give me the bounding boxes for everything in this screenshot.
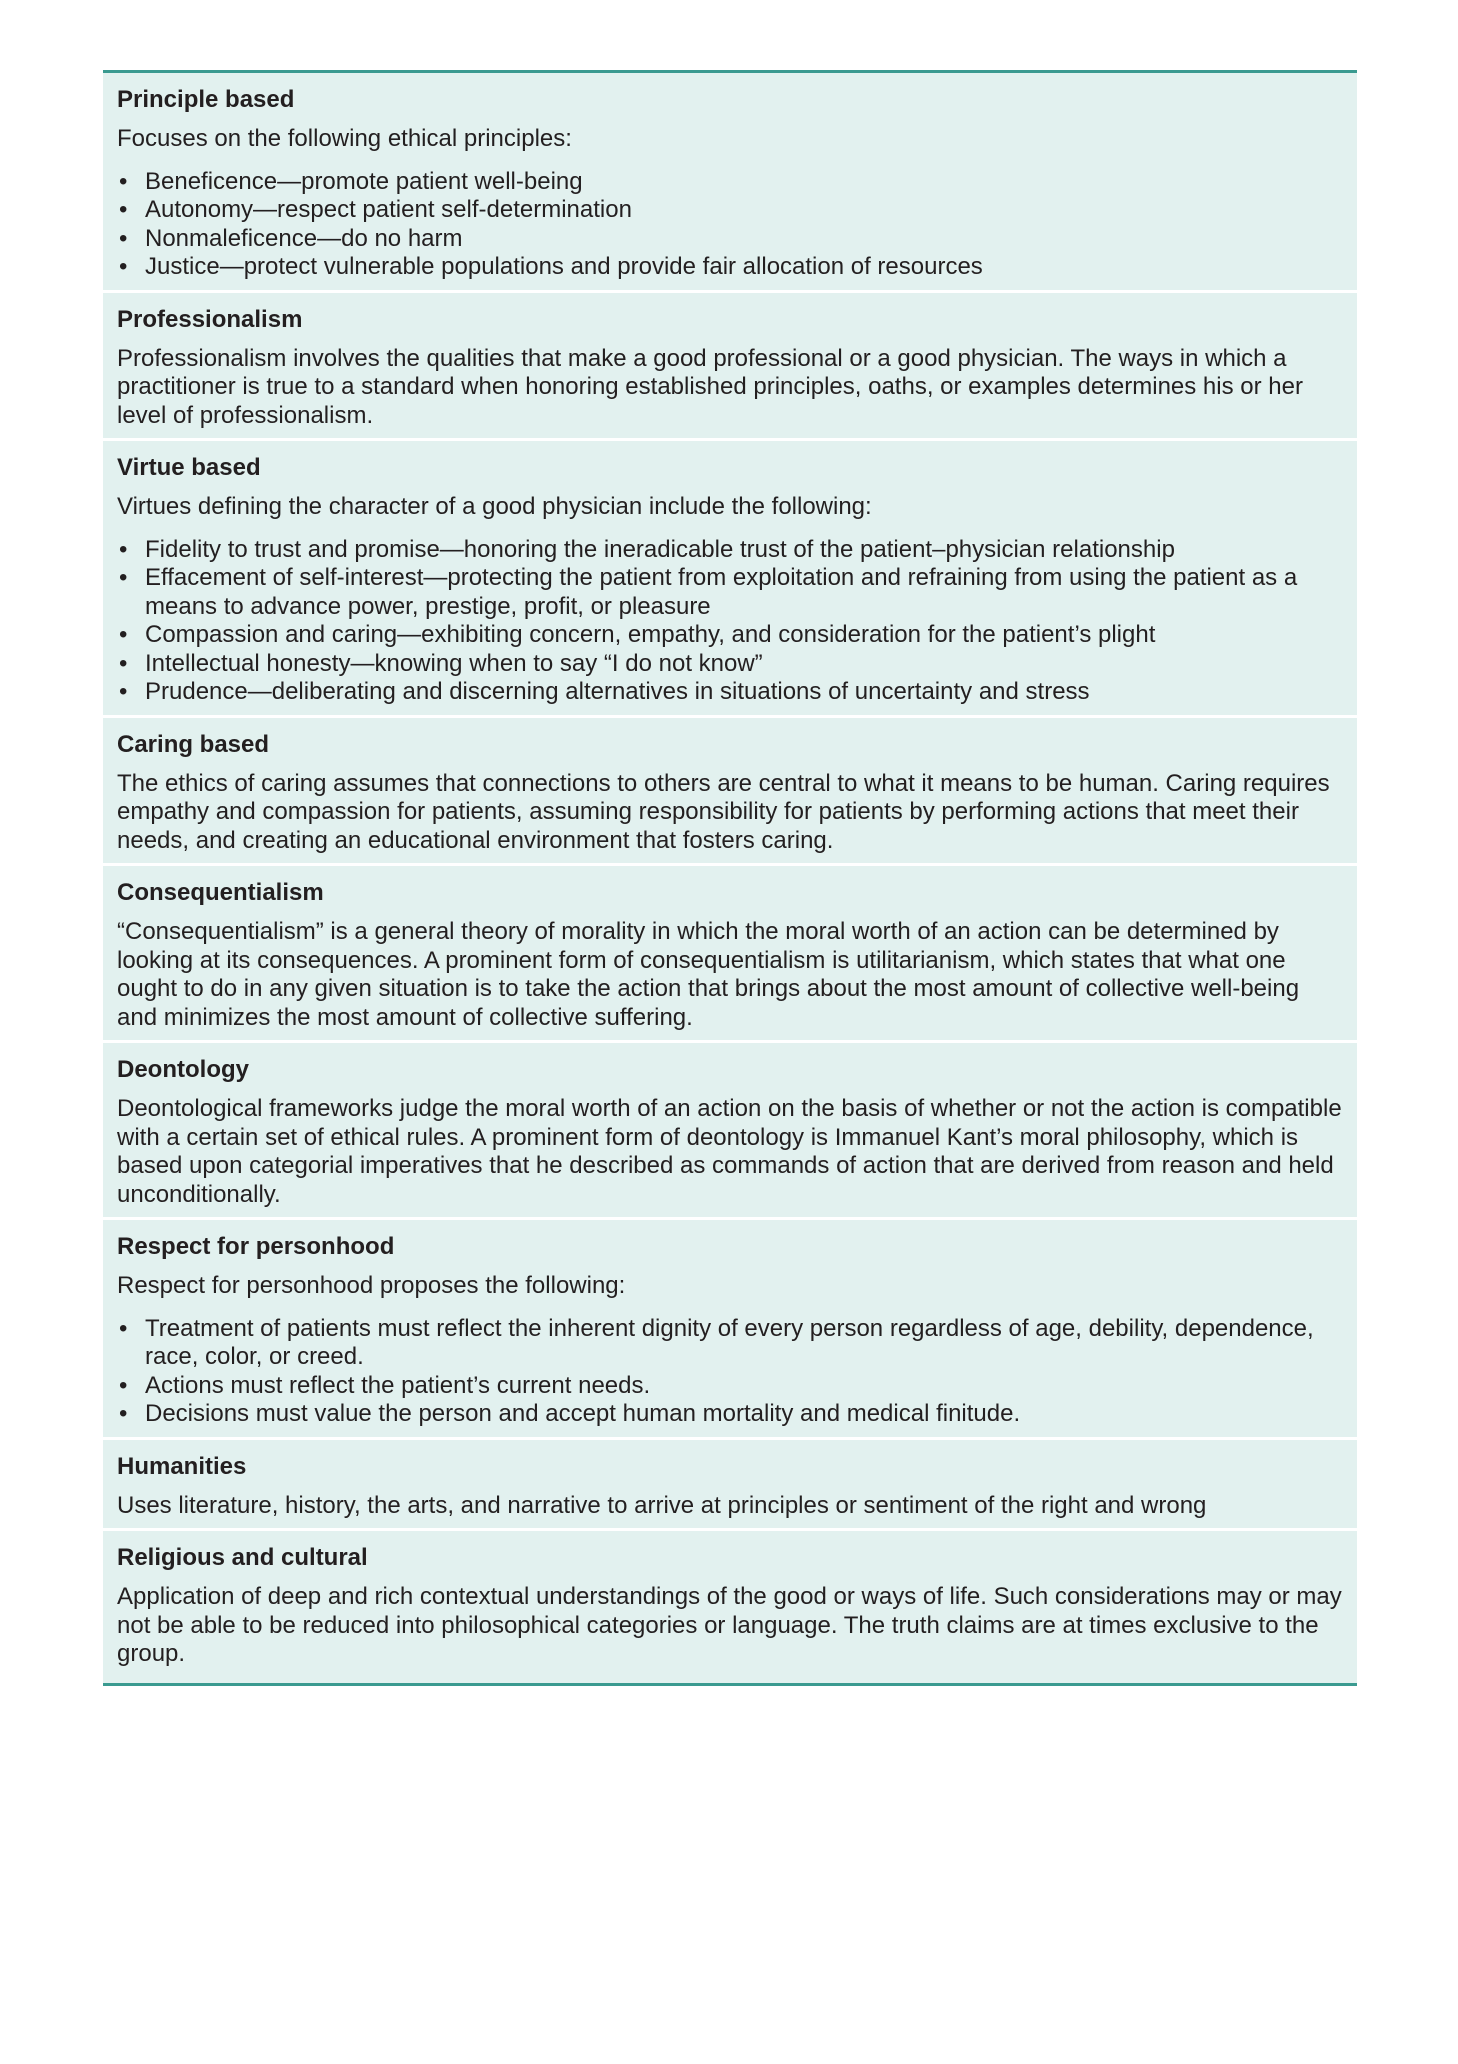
list-item [117,1400,1343,1429]
list-item [117,564,1343,621]
list-item [117,196,1343,225]
section-deontology [103,1043,1357,1220]
bullet-dot-icon: • [119,535,128,563]
list-item-text: Justice—protect vulnerable populations and provide fair allocation of resources [145,253,983,280]
section-paragraph: Virtues defining the character of a good physician include the following: [117,493,872,520]
list-item-text: Decisions must value the person and accept human mortality and medical finitude. [145,1400,1021,1427]
section-heading: Consequentialism [117,879,324,906]
section-heading: Religious and cultural [117,1544,368,1571]
section-paragraph: Deontological frameworks judge the moral worth of an action on the basis of whether or not the action is compatible with a certain set of ethical rules. A prominent form of deontology is Immanuel Kant’s moral philosophy, which is based upon categorial imperatives that he described as commands of action that are derived from reason and held unconditionally. [117,1095,1342,1208]
section-respect-for-personhood [103,1220,1357,1440]
list-item [117,168,1343,197]
section-paragraph: “Consequentialism” is a general theory of morality in which the moral worth of an action can be determined by looking at its consequences. A prominent form of consequentialism is utilitarianism, which states that what one ought to do in any given situation is to take the action that brings about the most amount of collective well-being and minimizes the most amount of collective suffering. [117,918,1300,1031]
bullet-dot-icon: • [119,224,128,252]
section-caring-based [103,718,1357,867]
section-heading: Principle based [117,86,295,113]
list-item-text: Beneficence—promote patient well-being [145,167,583,195]
section-paragraph: Uses literature, history, the arts, and narrative to arrive at principles or sentiment of the right and wrong [117,1491,1207,1519]
bullet-dot-icon: • [119,253,128,280]
section-heading: Professionalism [117,305,303,333]
bullet-dot-icon: • [119,167,128,195]
section-heading: Humanities [117,1452,247,1480]
list-item-text: Prudence—deliberating and discerning alternatives in situations of uncertainty and stress [145,678,1090,705]
list-item [117,1372,1343,1401]
list-item-text: Nonmaleficence—do no harm [145,224,463,252]
section-consequentialism [103,866,1357,1043]
list-item-text: Autonomy—respect patient self-determination [145,196,632,223]
bullet-dot-icon: • [119,621,128,648]
section-heading: Virtue based [117,454,261,481]
list-item [117,253,1343,282]
list-item-text: Treatment of patients must reflect the inherent dignity of every person regardless of age, debility, dependence, race, color, or creed. [145,1314,1314,1370]
list-item [117,650,1343,679]
list-item-text: Effacement of self-interest—protecting the patient from exploitation and refraining from using the patient as a means to advance power, prestige, profit, or pleasure [145,564,1298,620]
list-item [117,621,1343,650]
bullet-list [117,536,1343,707]
list-item-text: Intellectual honesty—knowing when to say “I do not know” [145,649,763,677]
ethics-frameworks-table [103,70,1357,1686]
section-paragraph: Respect for personhood proposes the following: [117,1272,626,1299]
section-principle-based [103,73,1357,293]
section-humanities [103,1440,1357,1532]
bullet-list [117,1315,1343,1429]
bullet-dot-icon: • [119,1314,128,1342]
section-virtue-based [103,441,1357,718]
bullet-dot-icon: • [119,678,128,705]
section-heading: Deontology [117,1056,249,1083]
section-heading: Respect for personhood [117,1233,395,1260]
section-heading: Caring based [117,730,270,758]
list-item-text: Fidelity to trust and promise—honoring the ineradicable trust of the patient–physician relationship [145,535,1175,563]
bullet-dot-icon: • [119,1400,128,1427]
section-paragraph: Focuses on the following ethical principles: [117,125,572,152]
list-item [117,678,1343,707]
bullet-dot-icon: • [119,1371,128,1399]
list-item [117,536,1343,565]
bullet-dot-icon: • [119,196,128,223]
list-item [117,1315,1343,1372]
list-item-text: Compassion and caring—exhibiting concern, empathy, and consideration for the patient’s plight [145,621,1156,648]
section-paragraph: The ethics of caring assumes that connections to others are central to what it means to be human. Caring requires empathy and compassion for patients, assuming responsibility for patients by performing actions that meet their needs, and creating an educational environment that fosters caring. [117,769,1330,854]
section-paragraph: Application of deep and rich contextual understandings of the good or ways of life. Such considerations may or may not be able to be reduced into philosophical categories or language. The truth claims are at times exclusive to the group. [117,1583,1342,1667]
section-professionalism [103,293,1357,442]
list-item-text: Actions must reflect the patient’s current needs. [145,1371,651,1399]
bullet-dot-icon: • [119,564,128,591]
list-item [117,225,1343,254]
bullet-list [117,168,1343,282]
bullet-dot-icon: • [119,649,128,677]
section-religious-and-cultural [103,1531,1357,1683]
section-paragraph: Professionalism involves the qualities that make a good professional or a good physician. The ways in which a practitioner is true to a standard when honoring established principles, oaths, or examples determines his or her level of professionalism. [117,344,1303,429]
